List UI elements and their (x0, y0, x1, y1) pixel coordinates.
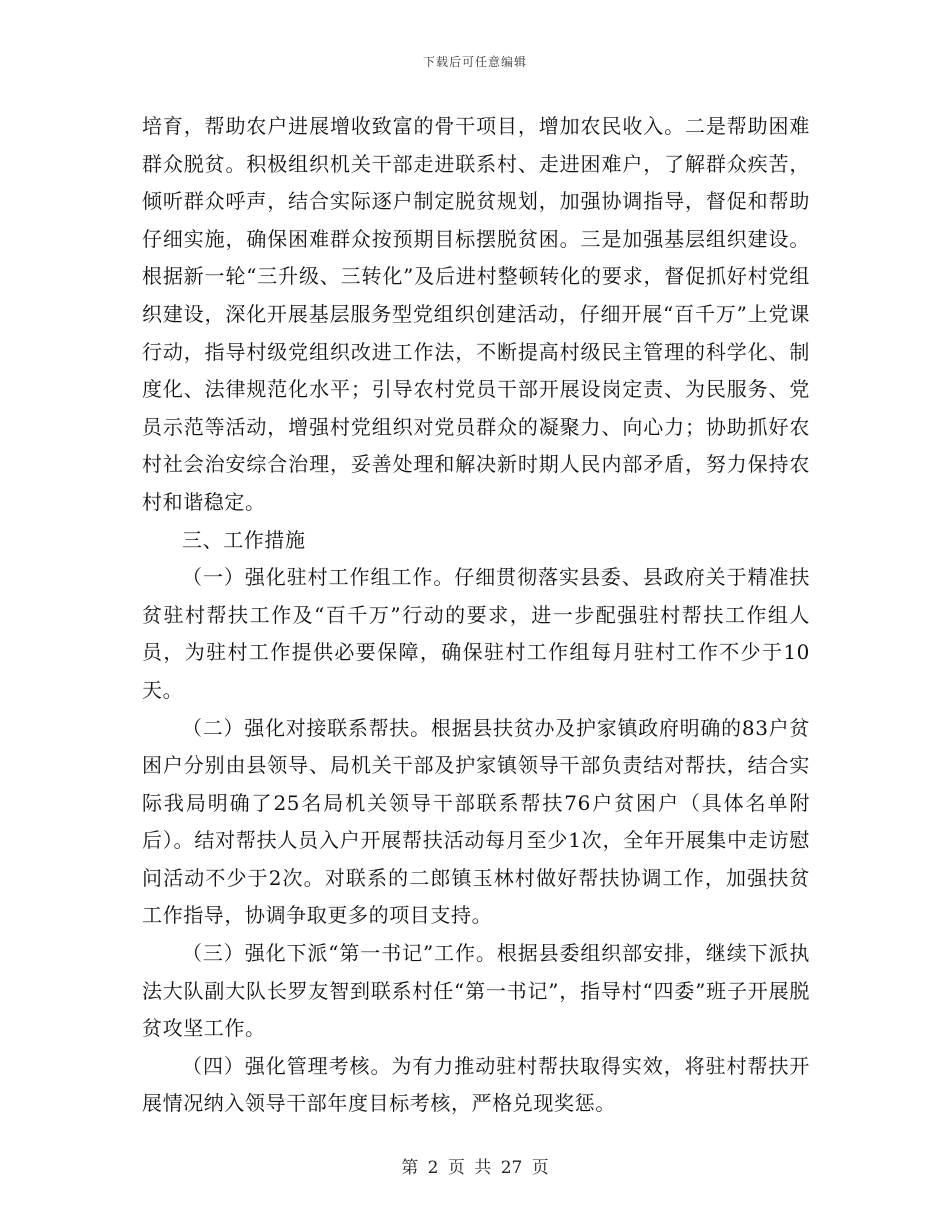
page-header: 下载后可任意编辑 (422, 55, 527, 69)
paragraph-measure-2: （二）强化对接联系帮扶。根据县扶贫办及护家镇政府明确的83户贫困户分别由县领导、局机关干部及护家镇领导干部负责结对帮扶，结合实际我局明确了25名局机关领导干部联系帮扶76户贫困户（具体名单附后）。结对帮扶人员入户开展帮扶活动每月至少1次，全年开展集中走访慰问活动不少于2次。对联系的二郎镇玉林村做好帮扶协调工作，加强扶贫工作指导，协调争取更多的项目支持。 (142, 715, 810, 928)
paragraph-measure-4: （四）强化管理考核。为有力推动驻村帮扶取得实效，将驻村帮扶开展情况纳入领导干部年度目标考核，严格兑现奖惩。 (142, 1053, 810, 1116)
paragraph-continuation: 培育，帮助农户进展增收致富的骨干项目，增加农民收入。二是帮助困难群众脱贫。积极组织机关干部走进联系村、走进困难户，了解群众疾苦，倾听群众呼声，结合实际逐户制定脱贫规划，加强协调指导，督促和帮助仔细实施，确保困难群众按预期目标摆脱贫困。三是加强基层组织建设。根据新一轮“三升级、三转化”及后进村整顿转化的要求，督促抓好村党组织建设，深化开展基层服务型党组织创建活动，仔细开展“百千万”上党课行动，指导村级党组织改进工作法，不断提高村级民主管理的科学化、制度化、法律规范化水平；引导农村党员干部开展设岗定责、为民服务、党员示范等活动，增强村党组织对党员群众的凝聚力、向心力；协助抓好农村社会治安综合治理，妥善处理和解决新时期人民内部矛盾，努力保持农村和谐稳定。 (142, 114, 810, 514)
document-body (142, 108, 810, 1123)
paragraph-measure-1: （一）强化驻村工作组工作。仔细贯彻落实县委、县政府关于精准扶贫驻村帮扶工作及“百千万”行动的要求，进一步配强驻村帮扶工作组人员，为驻村工作提供必要保障，确保驻村工作组每月驻村工作不少于10天。 (142, 565, 810, 702)
page-footer: 第 2 页 共 27 页 (401, 1158, 549, 1178)
paragraph-measure-3: （三）强化下派“第一书记”工作。根据县委组织部安排，继续下派执法大队副大队长罗友智到联系村任“第一书记”，指导村“四委”班子开展脱贫攻坚工作。 (142, 941, 810, 1041)
section-heading-measures: 三、工作措施 (182, 527, 306, 552)
